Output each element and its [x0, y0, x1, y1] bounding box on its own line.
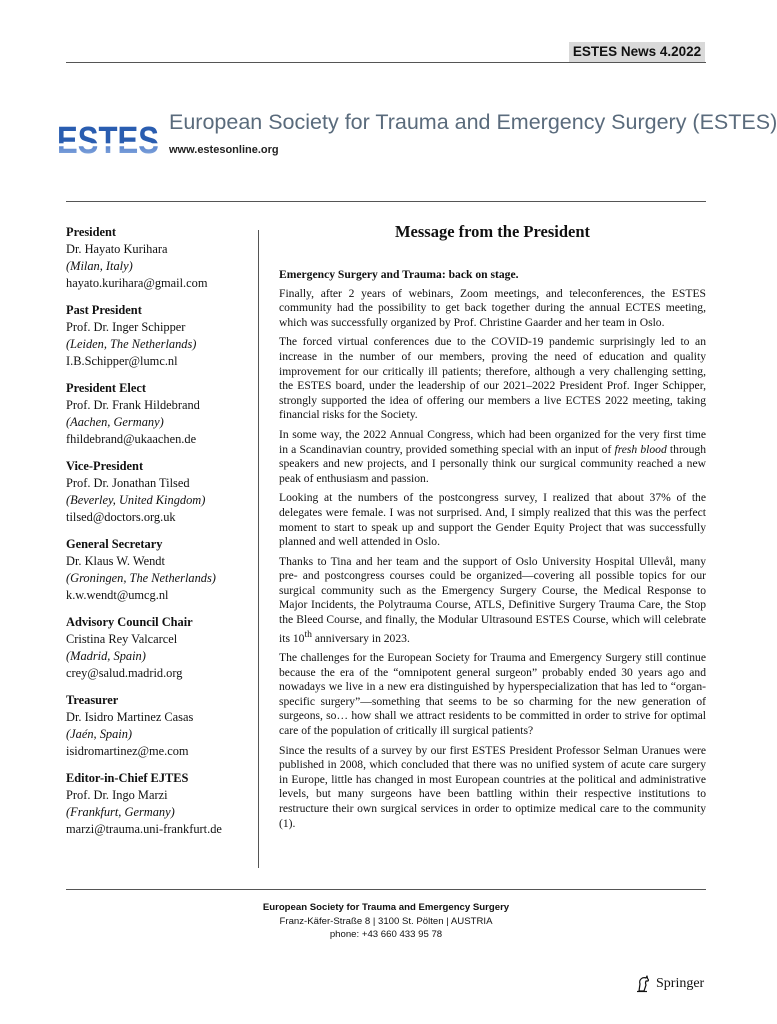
top-divider: [66, 62, 706, 63]
officer-editor-in-chief: [66, 770, 256, 838]
column-divider: [258, 230, 259, 868]
officer-location: (Leiden, The Netherlands): [66, 337, 197, 351]
officer-email[interactable]: I.B.Schipper@lumc.nl: [66, 354, 178, 368]
officer-vice-president: [66, 458, 256, 526]
officer-location: (Groningen, The Netherlands): [66, 571, 216, 585]
org-name: European Society for Trauma and Emergency Surgery (ESTES): [169, 110, 777, 134]
article-title: Message from the President: [394, 222, 591, 241]
officer-name: Prof. Dr. Ingo Marzi: [66, 788, 168, 802]
emphasis-text: fresh blood: [614, 442, 667, 456]
paragraph: The challenges for the European Society for Trauma and Emergency Surgery still continue because the era of the “omnipotent general surgeon” probably ended 30 years ago and nowadays we live in a new era distinguished by hyperspecialization that has led to “organ-specific surgery”—something that seems to be so charming for the new generation of surgeons, so… how shall we attract residents to be committed in order to strive for optimal care of the population of critically ill surgical patients?: [279, 651, 706, 738]
officer-past-president: [66, 302, 256, 370]
officer-title: General Secretary: [66, 537, 163, 551]
superscript-text: th: [304, 628, 312, 640]
officer-email[interactable]: hayato.kurihara@gmail.com: [66, 276, 208, 290]
officer-name: Dr. Hayato Kurihara: [66, 242, 168, 256]
officer-location: (Aachen, Germany): [66, 415, 164, 429]
paragraph-text: through speakers and new projects, and I personally think our surgical community reached a new peak of enthusiasm and passion.: [279, 442, 706, 485]
officer-email[interactable]: tilsed@doctors.org.uk: [66, 510, 176, 524]
officer-location: (Beverley, United Kingdom): [66, 493, 206, 507]
footer-address: Franz-Käfer-Straße 8 | 3100 St. Pölten | AUSTRIA: [279, 915, 493, 927]
officer-email[interactable]: marzi@trauma.uni-frankfurt.de: [66, 822, 222, 836]
springer-logo: [634, 975, 704, 993]
officers-sidebar: [66, 224, 256, 838]
header-divider: [66, 201, 706, 202]
org-url[interactable]: www.estesonline.org: [169, 144, 279, 156]
officer-name: Dr. Isidro Martinez Casas: [66, 710, 194, 724]
officer-treasurer: [66, 692, 256, 760]
officer-name: Prof. Dr. Jonathan Tilsed: [66, 476, 190, 490]
paragraph: [279, 555, 706, 646]
officer-location: (Milan, Italy): [66, 259, 133, 273]
officer-title: Vice-President: [66, 459, 144, 473]
publisher-name: Springer: [656, 976, 705, 991]
issue-badge: ESTES News 4.2022: [569, 42, 705, 62]
officer-name: Prof. Dr. Frank Hildebrand: [66, 398, 200, 412]
officer-general-secretary: [66, 536, 256, 604]
estes-logo: [56, 120, 160, 162]
officer-title: Treasurer: [66, 693, 119, 707]
officer-email[interactable]: k.w.wendt@umcg.nl: [66, 588, 169, 602]
officer-email[interactable]: crey@salud.madrid.org: [66, 666, 183, 680]
officer-title: Past President: [66, 303, 142, 317]
officer-title: Advisory Council Chair: [66, 615, 193, 629]
footer-divider: [66, 889, 706, 890]
president-message: [279, 222, 706, 836]
officer-location: (Frankfurt, Germany): [66, 805, 175, 819]
officer-name: Dr. Klaus W. Wendt: [66, 554, 165, 568]
paragraph: [279, 428, 706, 486]
paragraph: Finally, after 2 years of webinars, Zoom meetings, and teleconferences, the ESTES community had the possibility to get back together during the annual ECTES meeting, which was successfully organized by Prof. Christine Gaarder and her team in Oslo.: [279, 286, 706, 329]
footer-org-name: European Society for Trauma and Emergency Surgery: [262, 902, 510, 913]
paragraph-text: Thanks to Tina and her team and the support of Oslo University Hospital Ullevål, many pre- and postcongress courses could be organized—covering all possible topics for our surgical community such as the Emergency Surgery Course, the Medical Response to Major Incidents, the Polytrauma Course, ATLS, Definitive Surgery Trauma Care, the Stop the Bleed Course, and finally, the Modular Ultrasound ESTES Course, which will celebrate its 10: [279, 554, 706, 645]
paragraph: Looking at the numbers of the postcongress survey, I realized that about 37% of the delegates were female. I was not surprised. And, I simply realized that this was the perfect moment to start to speak up and support the Gender Equity Project that was successfully planned and well attended in Oslo.: [279, 491, 706, 549]
logo-text: ESTES: [57, 120, 159, 162]
officer-location: (Jaén, Spain): [66, 727, 133, 741]
footer-phone: phone: +43 660 433 95 78: [329, 929, 443, 940]
officer-title: President Elect: [66, 381, 146, 395]
paragraph-text: In some way, the 2022 Annual Congress, which had been organized for the very first time in a Scandinavian country, provided something special with an input of: [279, 427, 706, 456]
officer-president: [66, 224, 256, 292]
paragraph: Since the results of a survey by our first ESTES President Professor Selman Uranues were published in 2008, which concluded that there was no unified system of acute care surgery in Europe, little has changed in most European countries at the political and administrative levels, but many surgeons have been battling within their respective institutions to restructure their own surgical services in order to optimize medical care to the community (1).: [279, 743, 706, 830]
officer-name: Prof. Dr. Inger Schipper: [66, 320, 186, 334]
footer: [66, 901, 706, 942]
paragraph: The forced virtual conferences due to the COVID-19 pandemic surprisingly led to an increase in the number of our members, proving the need of education and quality improvement for our critically ill patients; therefore, although a very challenging setting, the ESTES board, under the leadership of our 2021–2022 President Prof. Inger Schipper, strongly supported the idea of offering our members a live ECTES 2022 meeting, taking financial risks for the Society.: [279, 335, 706, 422]
officer-title: Editor-in-Chief EJTES: [66, 771, 189, 785]
officer-email[interactable]: isidromartinez@me.com: [66, 744, 189, 758]
paragraph-text: anniversary in 2023.: [311, 631, 410, 645]
springer-horse-icon: [634, 975, 652, 993]
officer-location: (Madrid, Spain): [66, 649, 146, 663]
officer-advisory-council-chair: [66, 614, 256, 682]
officer-president-elect: [66, 380, 256, 448]
officer-title: President: [66, 225, 117, 239]
officer-name: Cristina Rey Valcarcel: [66, 632, 178, 646]
officer-email[interactable]: fhildebrand@ukaachen.de: [66, 432, 197, 446]
article-subtitle: Emergency Surgery and Trauma: back on stage.: [279, 268, 519, 281]
